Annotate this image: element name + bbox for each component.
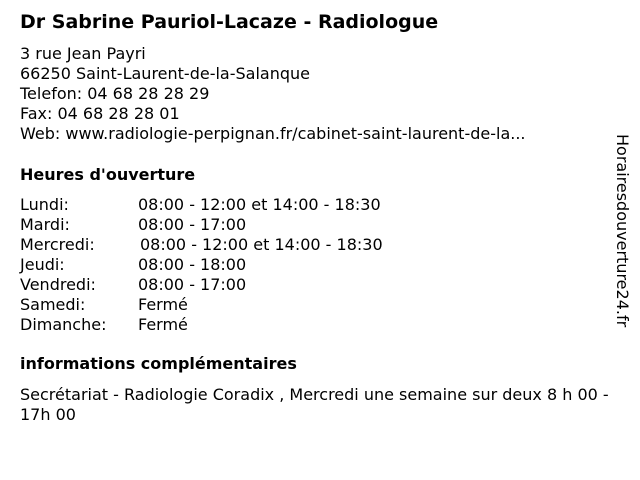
additional-info-text: Secrétariat - Radiologie Coradix , Mercredi une semaine sur deux 8 h 00 - 17h 00 (20, 385, 609, 424)
site-brand-vertical: Horairesdouverture24.fr (613, 134, 632, 328)
day-label: Jeudi: (20, 255, 65, 274)
time-value: Fermé (138, 315, 188, 334)
day-label: Lundi: (20, 195, 69, 214)
time-value: 08:00 - 12:00 et 14:00 - 18:30 (138, 195, 381, 214)
page-title: Dr Sabrine Pauriol-Lacaze - Radiologue (20, 11, 439, 33)
opening-hours-heading: Heures d'ouverture (20, 165, 196, 184)
city-address: 66250 Saint-Laurent-de-la-Salanque (20, 64, 310, 83)
time-value: 08:00 - 17:00 (138, 215, 247, 234)
time-value: 08:00 - 17:00 (138, 275, 247, 294)
time-value: Fermé (138, 295, 188, 314)
day-label: Vendredi: (20, 275, 96, 294)
website-link[interactable]: Web: www.radiologie-perpignan.fr/cabinet-saint-laurent-de-la... (20, 124, 526, 143)
additional-info-heading: informations complémentaires (20, 354, 297, 373)
time-value: 08:00 - 18:00 (138, 255, 247, 274)
address-block (20, 44, 526, 144)
day-label: Samedi: (20, 295, 86, 314)
fax-number: Fax: 04 68 28 28 01 (20, 104, 180, 123)
day-label: Dimanche: (20, 315, 107, 334)
time-value: 08:00 - 12:00 et 14:00 - 18:30 (140, 235, 383, 254)
street-address: 3 rue Jean Payri (20, 44, 146, 63)
day-label: Mercredi: (20, 235, 95, 254)
day-label: Mardi: (20, 215, 70, 234)
phone-number: Telefon: 04 68 28 28 29 (20, 84, 210, 103)
